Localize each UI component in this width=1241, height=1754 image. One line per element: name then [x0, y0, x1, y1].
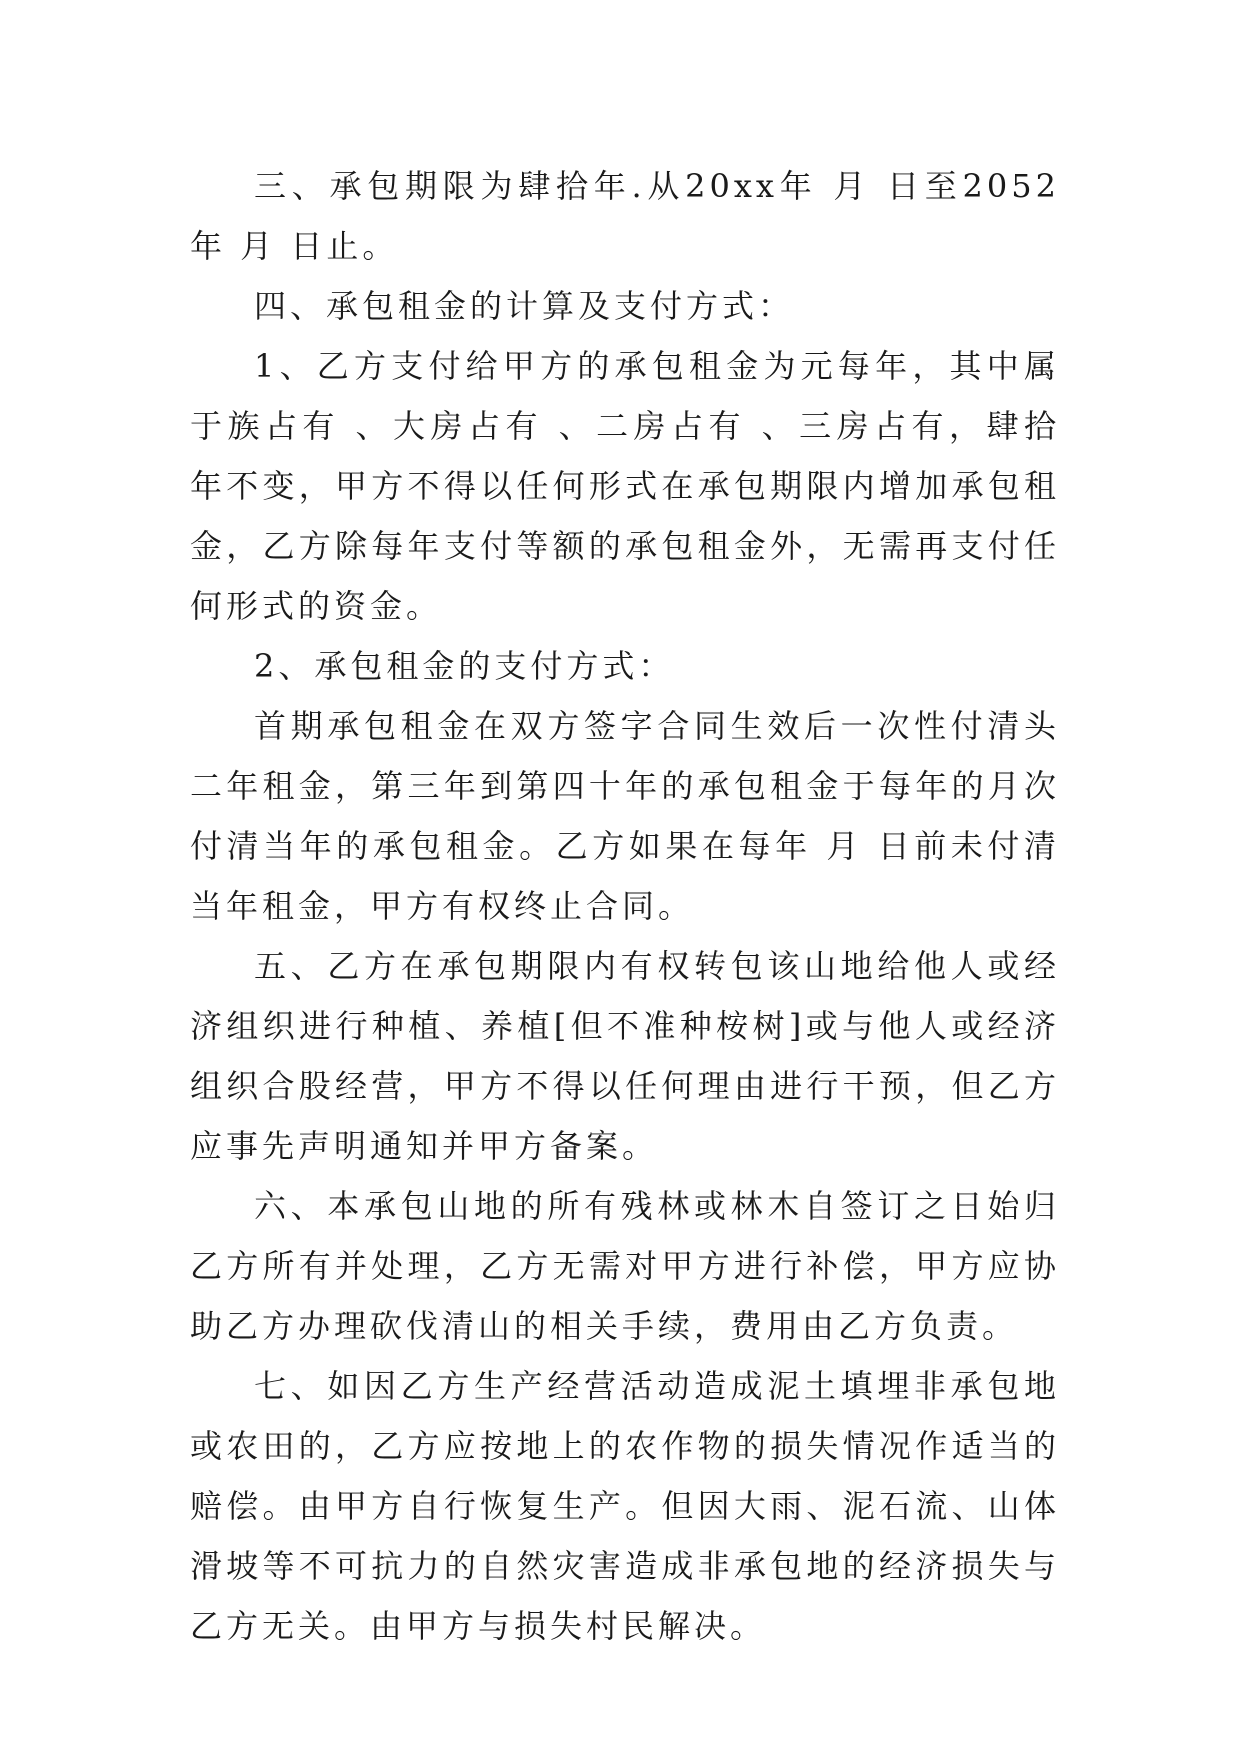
clause-term: 三、承包期限为肆拾年.从20xx年 月 日至2052年 月 日止。 — [190, 167, 1060, 265]
clause-forest-ownership: 六、本承包山地的所有残林或林木自签订之日始归乙方所有并处理，乙方无需对甲方进行补偿，甲方应协助乙方办理砍伐清山的相关手续，费用由乙方负责。 — [190, 1187, 1060, 1345]
clause-rent-heading: 四、承包租金的计算及支付方式： — [254, 287, 795, 325]
clause-subcontract: 五、乙方在承包期限内有权转包该山地给他人或经济组织进行种植、养植[但不准种桉树]或与他人或经济组织合股经营，甲方不得以任何理由进行干预，但乙方应事先声明通知并甲方备案。 — [190, 947, 1060, 1165]
document-body — [190, 156, 1060, 1656]
clause-payment-heading: 2、承包租金的支付方式： — [254, 647, 675, 685]
clause-rent-amount: 1、乙方支付给甲方的承包租金为元每年，其中属于族占有 、大房占有 、二房占有 、三房占有，肆拾年不变，甲方不得以任何形式在承包期限内增加承包租金，乙方除每年支付等额的承包租金外，无需再支付任何形式的资金。 — [190, 347, 1060, 625]
clause-payment-method: 首期承包租金在双方签字合同生效后一次性付清头二年租金，第三年到第四十年的承包租金于每年的月次付清当年的承包租金。乙方如果在每年 月 日前未付清当年租金，甲方有权终止合同。 — [190, 707, 1060, 925]
clause-damage-compensation: 七、如因乙方生产经营活动造成泥土填埋非承包地或农田的，乙方应按地上的农作物的损失情况作适当的赔偿。由甲方自行恢复生产。但因大雨、泥石流、山体滑坡等不可抗力的自然灾害造成非承包地的经济损失与乙方无关。由甲方与损失村民解决。 — [190, 1367, 1060, 1645]
